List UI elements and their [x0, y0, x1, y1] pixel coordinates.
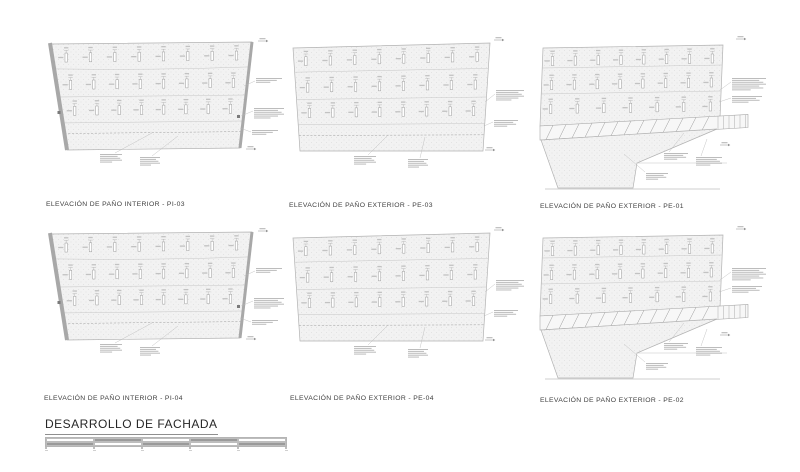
figure-caption-pi-03: ELEVACIÓN DE PAÑO INTERIOR - PI-03 — [46, 201, 185, 208]
scale-segment — [46, 442, 94, 446]
figure-caption-pe-02: ELEVACIÓN DE PAÑO EXTERIOR - PE-02 — [540, 397, 684, 404]
graphic-scale-bar — [45, 437, 287, 447]
scale-tick-label — [189, 450, 192, 451]
sheet-title: DESARROLLO DE FACHADA — [45, 417, 218, 435]
elevation-drawing-pi-03 — [40, 36, 304, 206]
elevation-drawing-pe-04 — [288, 224, 552, 394]
scale-tick-label — [141, 450, 144, 451]
scale-tick — [93, 447, 94, 449]
scale-tick — [189, 447, 190, 449]
scale-tick-label — [285, 450, 288, 451]
elevation-drawing-pe-02 — [536, 222, 800, 392]
elevation-drawing-pe-01 — [536, 32, 800, 202]
scale-tick — [45, 447, 46, 449]
scale-tick — [237, 447, 238, 449]
figure-caption-pe-01: ELEVACIÓN DE PAÑO EXTERIOR - PE-01 — [540, 203, 684, 210]
scale-segment — [94, 442, 142, 446]
figure-caption-pe-03: ELEVACIÓN DE PAÑO EXTERIOR - PE-03 — [289, 202, 433, 209]
scale-tick — [285, 447, 286, 449]
scale-segment — [190, 442, 238, 446]
figure-caption-pi-04: ELEVACIÓN DE PAÑO INTERIOR - PI-04 — [44, 395, 183, 402]
scale-tick-label — [237, 450, 240, 451]
scale-segment — [142, 442, 190, 446]
scale-tick-label — [45, 450, 48, 451]
scale-segment — [238, 442, 286, 446]
elevation-drawing-pe-03 — [288, 34, 552, 204]
scale-tick-label — [93, 450, 96, 451]
figure-caption-pe-04: ELEVACIÓN DE PAÑO EXTERIOR - PE-04 — [290, 395, 434, 402]
elevation-drawing-pi-04 — [40, 226, 304, 396]
scale-tick — [141, 447, 142, 449]
